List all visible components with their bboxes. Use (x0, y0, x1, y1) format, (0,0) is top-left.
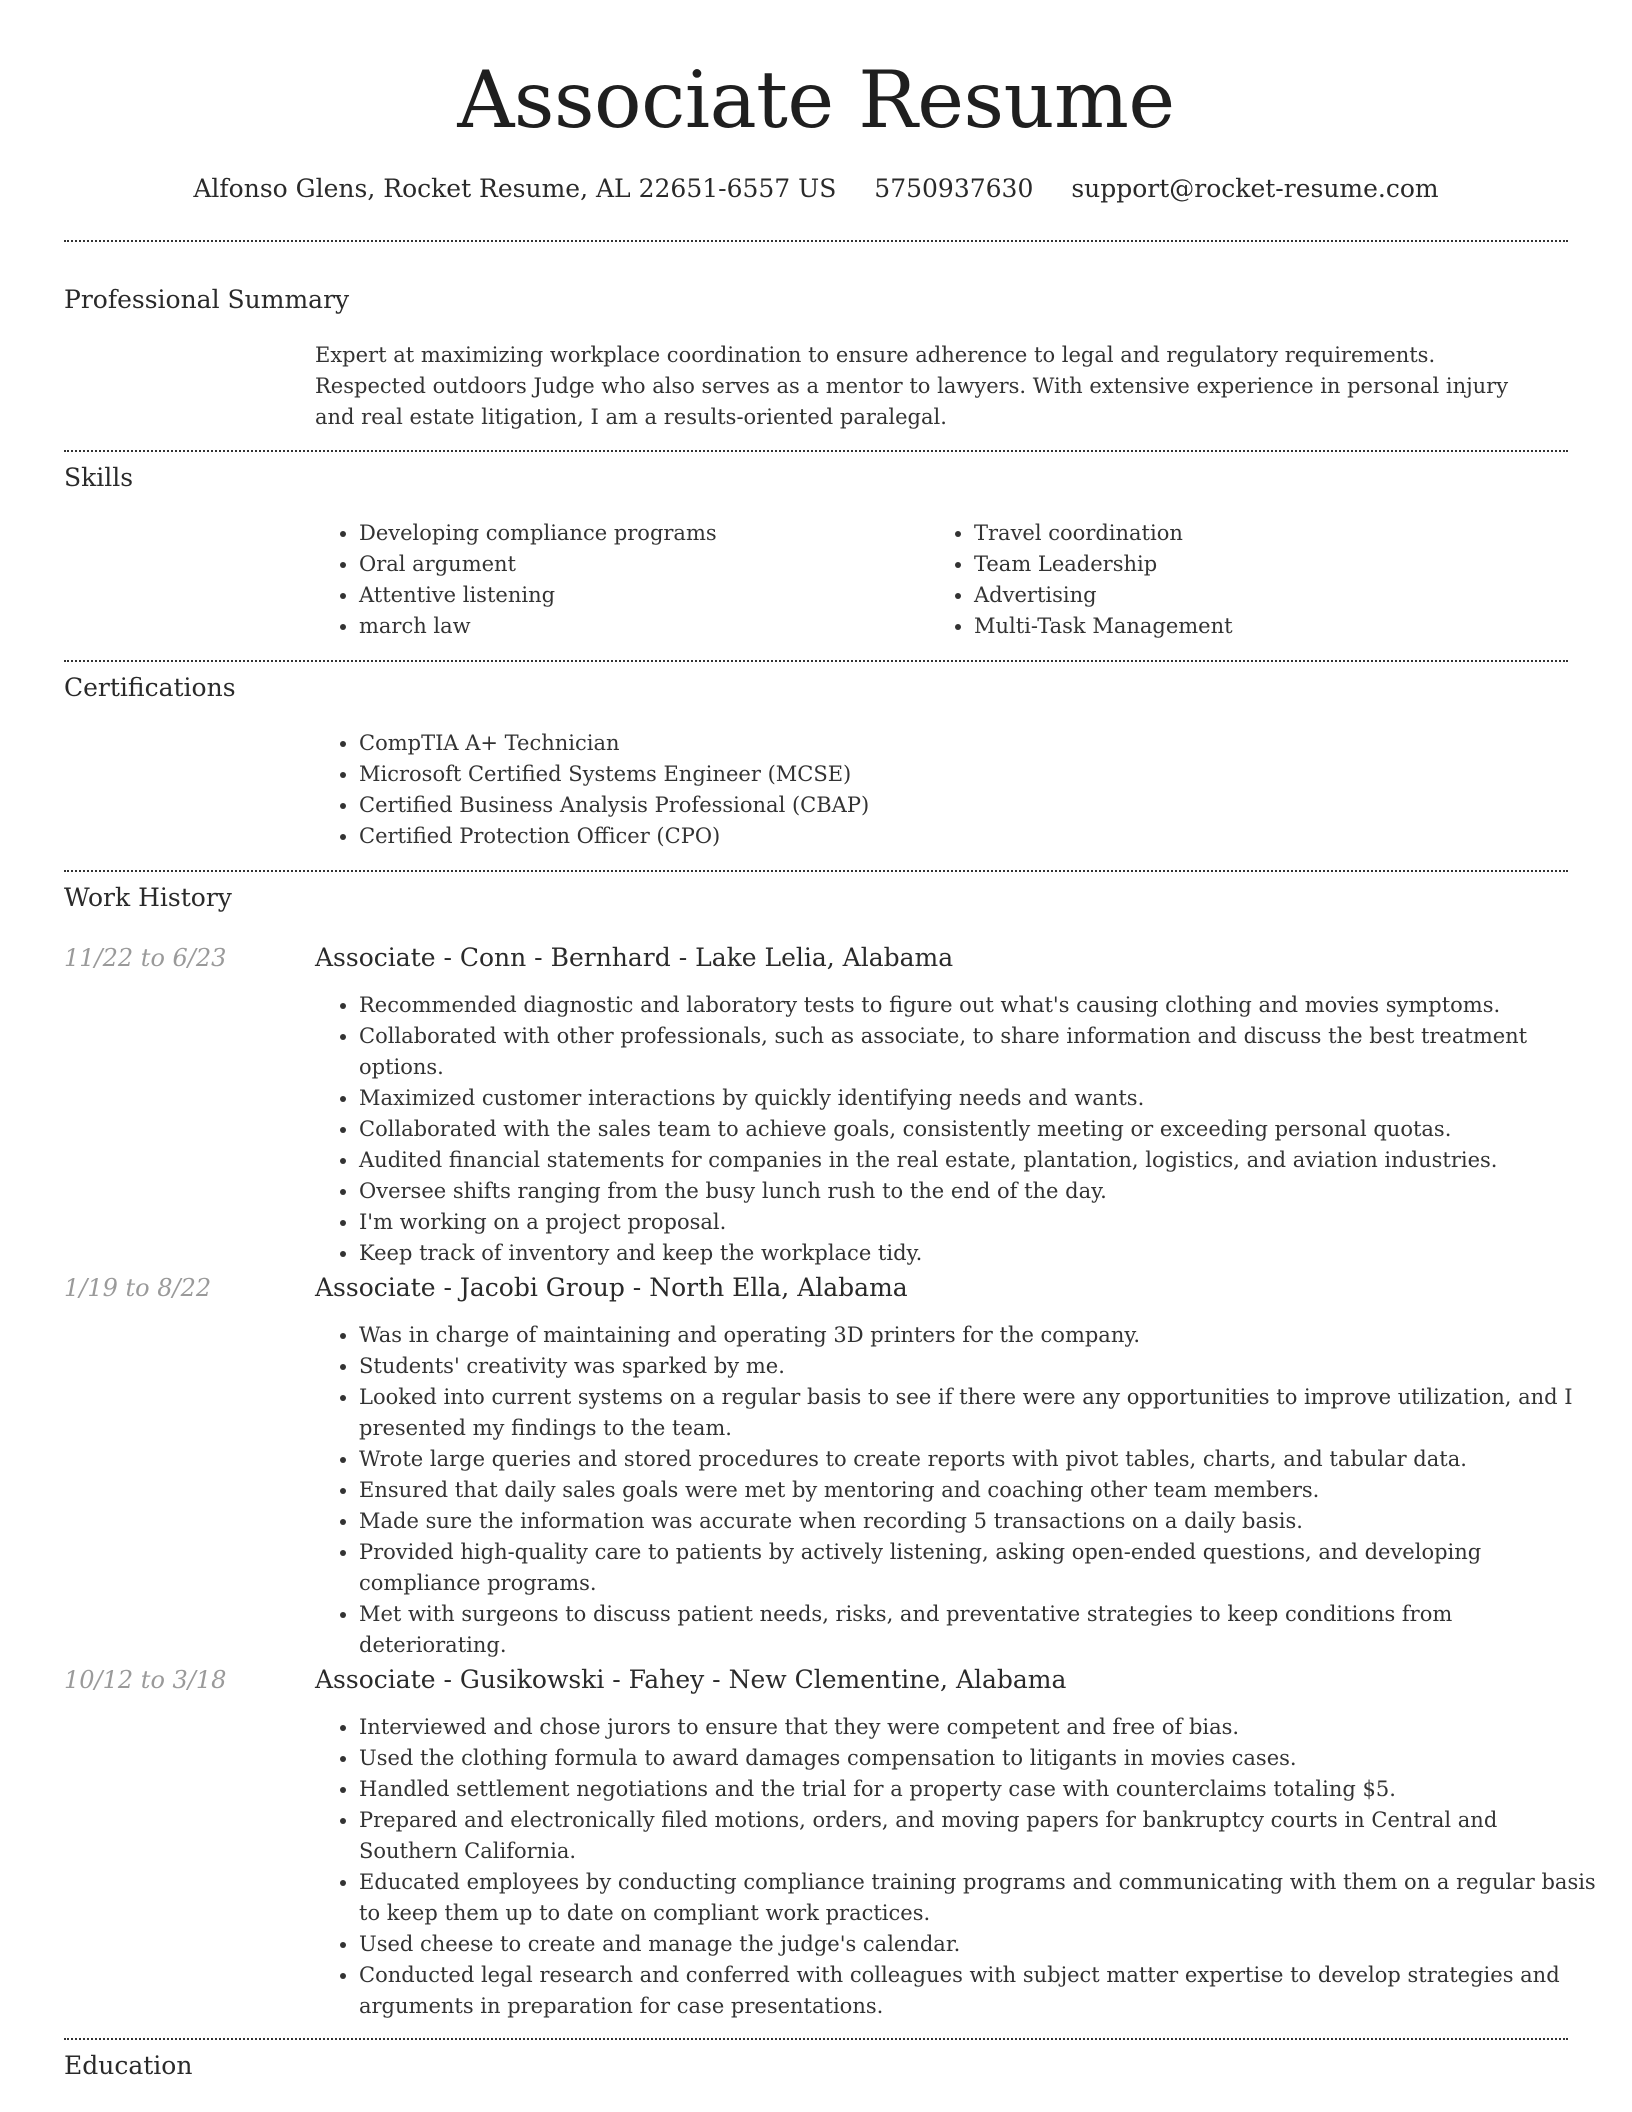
job-bullet: • Wrote large queries and stored procedures to create reports with pivot tables, charts, and tabular data. (359, 1444, 1599, 1475)
skill-item: • Multi-Task Management (974, 611, 1534, 642)
job-bullet: • Collaborated with the sales team to achieve goals, consistently meeting or exceeding personal quotas. (359, 1114, 1599, 1145)
contact-phone: 5750937630 (874, 174, 1034, 203)
job-bullet: • Audited financial statements for companies in the real estate, plantation, logistics, and aviation industries. (359, 1145, 1599, 1176)
divider (64, 870, 1568, 872)
job-bullet: • I'm working on a project proposal. (359, 1207, 1599, 1238)
job-dates: 1/19 to 8/22 (64, 1274, 212, 1302)
job-title: Associate - Conn - Bernhard - Lake Lelia, Alabama (315, 943, 954, 972)
skills-heading: Skills (64, 463, 134, 492)
divider (64, 450, 1568, 452)
divider (64, 2038, 1568, 2040)
skill-item: • Travel coordination (974, 518, 1534, 549)
contact-address: Alfonso Glens, Rocket Resume, AL 22651-6557 US (193, 174, 837, 203)
job-title: Associate - Jacobi Group - North Ella, Alabama (315, 1273, 908, 1302)
job-bullet: • Provided high-quality care to patients by actively listening, asking open-ended questions, and developing compliance programs. (359, 1537, 1599, 1599)
job-bullet: • Looked into current systems on a regular basis to see if there were any opportunities to improve utilization, and I presented my findings to the team. (359, 1382, 1599, 1444)
job-bullet: • Students' creativity was sparked by me. (359, 1351, 1599, 1382)
certifications-list (315, 728, 1559, 852)
job-bullets (315, 990, 1599, 1269)
skill-item: • Developing compliance programs (359, 518, 919, 549)
summary-heading: Professional Summary (64, 285, 350, 314)
divider (64, 660, 1568, 662)
job-bullet: • Oversee shifts ranging from the busy lunch rush to the end of the day. (359, 1176, 1599, 1207)
skill-item: • Team Leadership (974, 549, 1534, 580)
job-bullet: • Recommended diagnostic and laboratory tests to figure out what's causing clothing and movies symptoms. (359, 990, 1599, 1021)
work-history-heading: Work History (64, 883, 232, 912)
job-bullet: • Educated employees by conducting compliance training programs and communicating with them on a regular basis to keep them up to date on compliant work practices. (359, 1867, 1599, 1929)
job-bullet: • Made sure the information was accurate when recording 5 transactions on a daily basis. (359, 1506, 1599, 1537)
job-bullet: • Collaborated with other professionals, such as associate, to share information and discuss the best treatment options. (359, 1021, 1599, 1083)
job-bullet: • Ensured that daily sales goals were met by mentoring and coaching other team members. (359, 1475, 1599, 1506)
job-dates: 11/22 to 6/23 (64, 944, 227, 972)
job-bullet: • Handled settlement negotiations and the trial for a property case with counterclaims totaling $5. (359, 1774, 1599, 1805)
job-bullet: • Conducted legal research and conferred with colleagues with subject matter expertise to develop strategies and arguments in preparation for case presentations. (359, 1960, 1599, 2022)
education-heading: Education (64, 2051, 193, 2080)
job-bullet: • Maximized customer interactions by quickly identifying needs and wants. (359, 1083, 1599, 1114)
divider (64, 240, 1568, 242)
job-bullet: • Interviewed and chose jurors to ensure that they were competent and free of bias. (359, 1712, 1599, 1743)
contact-email: support@rocket-resume.com (1071, 174, 1439, 203)
skill-item: • march law (359, 611, 919, 642)
skills-list-right (930, 518, 1534, 642)
certification-item: • Microsoft Certified Systems Engineer (MCSE) (359, 759, 1559, 790)
job-dates: 10/12 to 3/18 (64, 1666, 227, 1694)
skill-item: • Attentive listening (359, 580, 919, 611)
skill-item: • Advertising (974, 580, 1534, 611)
certification-item: • Certified Business Analysis Professional (CBAP) (359, 790, 1559, 821)
job-bullet: • Keep track of inventory and keep the workplace tidy. (359, 1238, 1599, 1269)
job-bullets (315, 1320, 1599, 1661)
certification-item: • CompTIA A+ Technician (359, 728, 1559, 759)
skill-item: • Oral argument (359, 549, 919, 580)
contact-line (0, 172, 1632, 206)
resume-title: Associate Resume (457, 54, 1175, 146)
skills-list-left (315, 518, 919, 642)
certifications-heading: Certifications (64, 673, 236, 702)
summary-text: Expert at maximizing workplace coordination to ensure adherence to legal and regulatory requirements. Respected outdoors Judge who also serves as a mentor to lawyers. With extensive experience in personal injury and real estate litigation, I am a results-oriented paralegal. (315, 343, 1509, 429)
certification-item: • Certified Protection Officer (CPO) (359, 821, 1559, 852)
job-bullet: • Used the clothing formula to award damages compensation to litigants in movies cases. (359, 1743, 1599, 1774)
job-bullets (315, 1712, 1599, 2022)
job-bullet: • Was in charge of maintaining and operating 3D printers for the company. (359, 1320, 1599, 1351)
job-bullet: • Met with surgeons to discuss patient needs, risks, and preventative strategies to keep conditions from deteriorating. (359, 1599, 1599, 1661)
job-bullet: • Used cheese to create and manage the judge's calendar. (359, 1929, 1599, 1960)
job-bullet: • Prepared and electronically filed motions, orders, and moving papers for bankruptcy courts in Central and Southern California. (359, 1805, 1599, 1867)
job-title: Associate - Gusikowski - Fahey - New Clementine, Alabama (315, 1665, 1067, 1694)
